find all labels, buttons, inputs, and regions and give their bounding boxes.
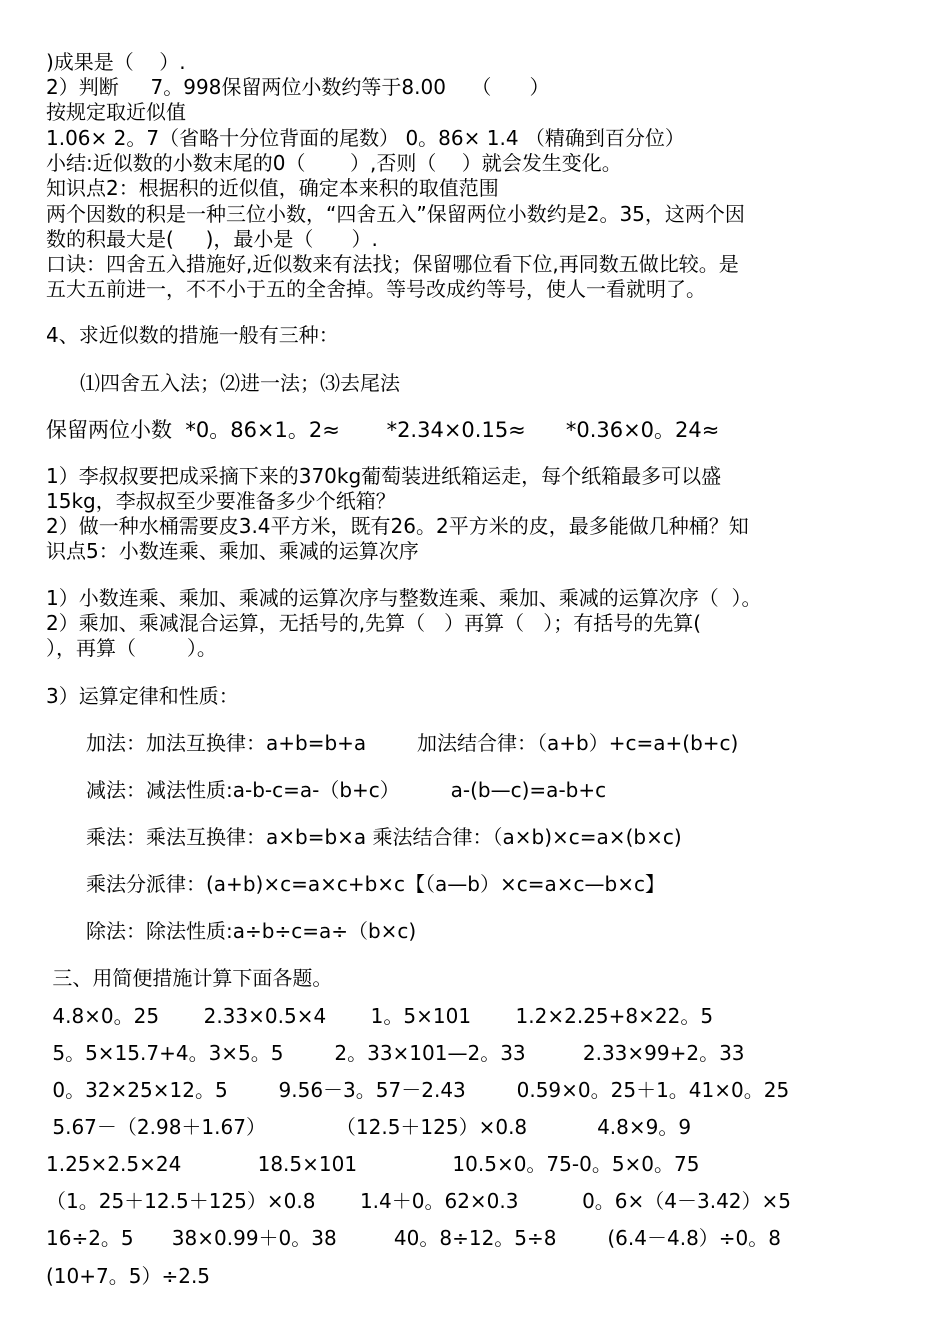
text-line: 1）李叔叔要把成采摘下来的370kg葡萄装进纸箱运走，每个纸箱最多可以盛 [46, 464, 722, 488]
text-line: 口诀：四舍五入措施好,近似数来有法找；保留哪位看下位,再同数五做比较。是 [46, 252, 739, 276]
text-line: 2）做一种水桶需要皮3.4平方米，既有26。2平方米的皮，最多能做几种桶？知 [46, 514, 749, 538]
text-line: 2）乘加、乘减混合运算，无括号的,先算（ ）再算（ ）；有括号的先算( [46, 611, 702, 635]
text-line: 五大五前进一，不不小于五的全舍掉。等号改成约等号，使人一看就明了。 [46, 277, 706, 301]
problem-row: (10+7。5）÷2.5 [46, 1264, 211, 1288]
text-line: )成果是（ ）. [46, 50, 186, 74]
problem-row: 1.25×2.5×24 18.5×101 10.5×0。75-0。5×0。75 [46, 1152, 700, 1176]
section-heading: 4、求近似数的措施一般有三种： [46, 323, 339, 347]
text-line: 数的积最大是( )，最小是（ ）. [46, 227, 378, 251]
text-line: 知识点2：根据积的近似值，确定本来积的取值范围 [46, 176, 499, 200]
text-line: 识点5：小数连乘、乘加、乘减的运算次序 [46, 539, 419, 563]
text-line: 乘法分派律：(a+b)×c=a×c+b×c【（a—b）×c=a×c—b×c】 [86, 872, 665, 896]
text-line: 按规定取近似值 [46, 100, 186, 124]
text-line: 1）小数连乘、乘加、乘减的运算次序与整数连乘、乘加、乘减的运算次序（ ）。 [46, 586, 762, 610]
problem-row: 16÷2。5 38×0.99＋0。38 40。8÷12。5÷8 (6.4－4.8）÷0。8 [46, 1226, 781, 1250]
text-line: 1.06× 2。7（省略十分位背面的尾数） 0。86× 1.4 （精确到百分位） [46, 126, 685, 150]
section-heading: 三、用简便措施计算下面各题。 [46, 966, 333, 990]
text-line: 乘法：乘法互换律：a×b=b×a 乘法结合律：（a×b)×c=a×(b×c) [86, 825, 682, 849]
text-line: 15kg，李叔叔至少要准备多少个纸箱？ [46, 489, 396, 513]
problem-row: （1。25＋12.5＋125）×0.8 1.4＋0。62×0.3 0。6×（4－3.42）×5 [46, 1189, 792, 1213]
problem-row: 5。5×15.7+4。3×5。5 2。33×101—2。33 2.33×99+2。33 [46, 1041, 745, 1065]
text-line: 减法：减法性质:a-b-c=a-（b+c） a-(b—c)=a-b+c [86, 778, 607, 802]
text-line: 2）判断 7。998保留两位小数约等于8.00 （ ） [46, 75, 550, 99]
text-line: ），再算（ ）。 [46, 636, 217, 660]
problem-row: 0。32×25×12。5 9.56－3。57－2.43 0.59×0。25＋1。41×0。25 [46, 1078, 790, 1102]
text-line: ⑴四舍五入法；⑵进一法；⑶去尾法 [80, 371, 400, 395]
text-line: 小结:近似数的小数末尾的0（ ）,否则（ ）就会发生变化。 [46, 151, 622, 175]
section-heading: 3）运算定律和性质： [46, 684, 239, 708]
text-line: 两个因数的积是一种三位小数，“四舍五入”保留两位小数约是2。35，这两个因 [46, 202, 745, 226]
text-line: 除法：除法性质:a÷b÷c=a÷（b×c) [86, 919, 417, 943]
text-line: 保留两位小数 *0。86×1。2≈ *2.34×0.15≈ *0.36×0。24≈ [46, 418, 720, 442]
problem-row: 4.8×0。25 2.33×0.5×4 1。5×101 1.2×2.25+8×22。5 [46, 1004, 714, 1028]
text-line: 加法：加法互换律：a+b=b+a 加法结合律：（a+b）+c=a+(b+c) [86, 731, 739, 755]
problem-row: 5.67－（2.98＋1.67） （12.5＋125）×0.8 4.8×9。9 [46, 1115, 692, 1139]
